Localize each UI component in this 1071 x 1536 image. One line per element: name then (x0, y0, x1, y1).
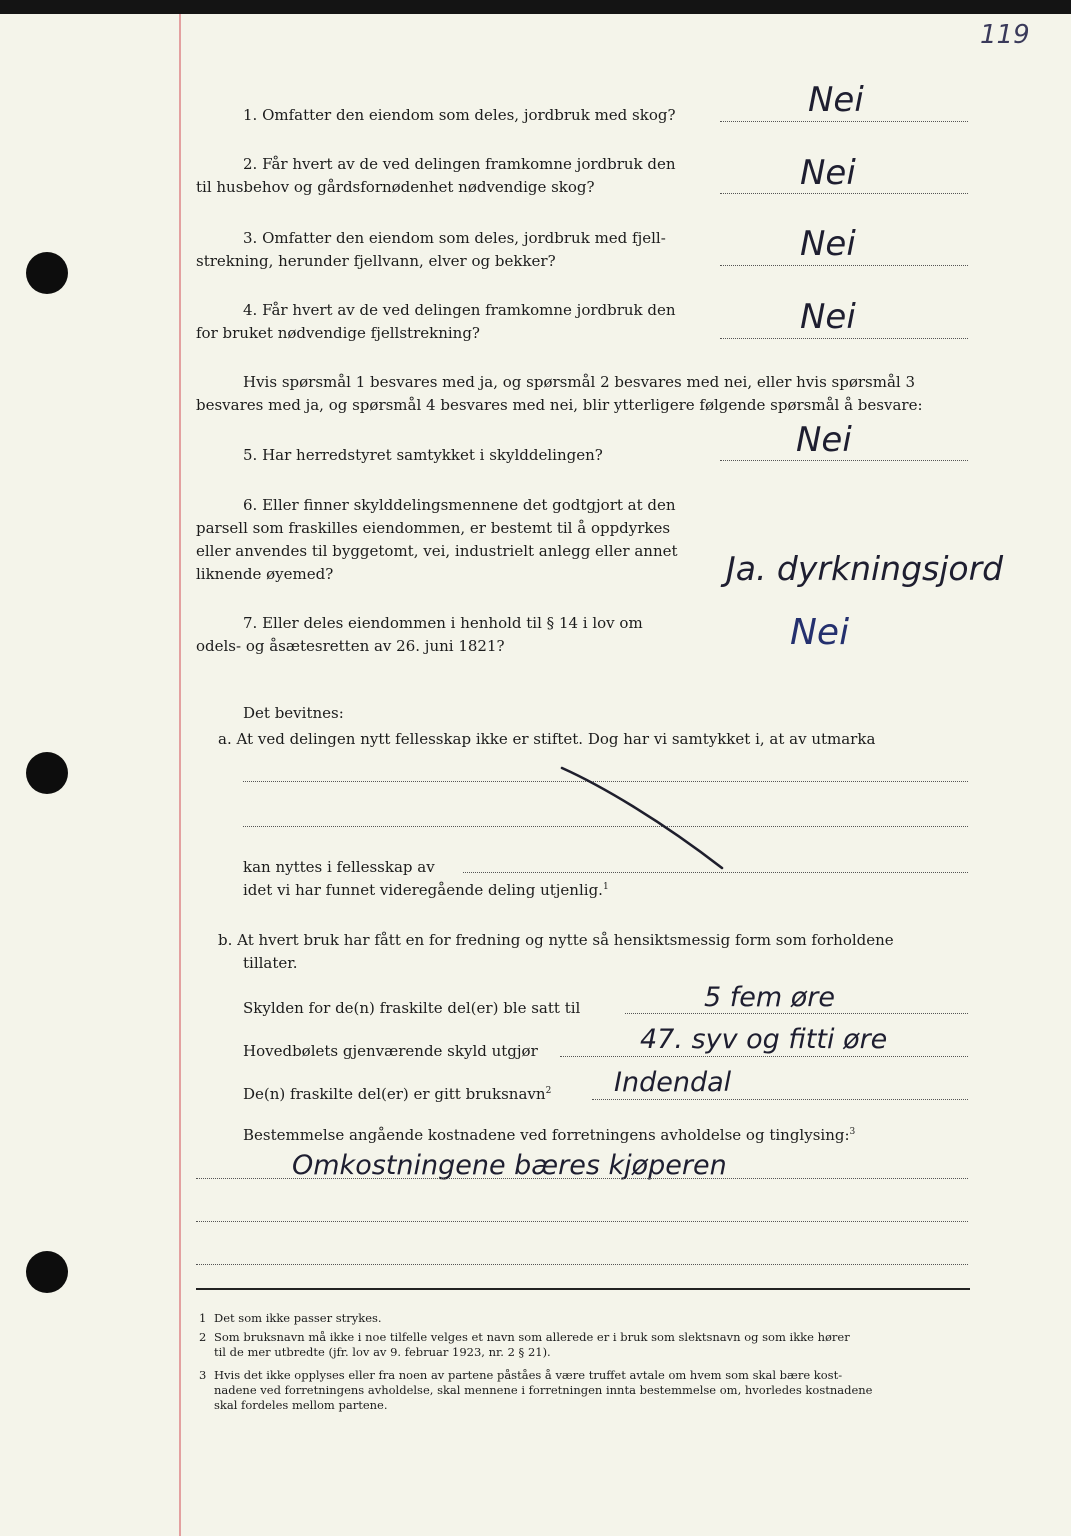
question-3-line-2: strekning, herunder fjellvann, elver og bekker? (196, 252, 556, 270)
footnote-3-line-1: Hvis det ikke opplyses eller fra noen av partene påståes å være truffet avtale om hvem som skal bære kost- (214, 1368, 843, 1382)
costs-line-3 (196, 1264, 968, 1265)
question-6-line-3: eller anvendes til byggetomt, vei, industrielt anlegg eller annet (196, 542, 678, 560)
footnote-3-mark: 3 (199, 1368, 207, 1382)
question-4-line-2: for bruket nødvendige fjellstrekning? (196, 324, 480, 342)
answer-3: Nei (800, 224, 856, 264)
footnote-2-mark: 2 (199, 1330, 207, 1344)
footnote-2-line-2: til de mer utbredte (jfr. lov av 9. februar 1923, nr. 2 § 21). (214, 1345, 551, 1359)
costs-line-1 (196, 1178, 968, 1179)
answer-5: Nei (796, 420, 852, 460)
footnote-3-line-2: nadene ved forretningens avholdelse, skal mennene i forretningen innta bestemmelse om, hvorledes kostnadene (214, 1383, 873, 1397)
footnote-1-mark: 1 (199, 1311, 207, 1325)
question-6-line-4: liknende øyemed? (196, 565, 334, 583)
question-5: 5. Har herredstyret samtykket i skylddelingen? (243, 446, 603, 464)
attest-b-line-1: b. At hvert bruk har fått en for fredning og nytte så hensiktsmessig form som forholdene (218, 931, 894, 949)
question-2-line-2: til husbehov og gårdsfornødenhet nødvendige skog? (196, 178, 595, 196)
question-6-line-1: 6. Eller finner skylddelingsmennene det godtgjort at den (243, 496, 676, 514)
field-line-hovedbol (560, 1056, 968, 1057)
attest-a-shared: kan nyttes i fellesskap av (243, 858, 435, 876)
field-value-hovedbol: 47. syv og fitti øre (640, 1024, 888, 1055)
costs-value: Omkostningene bæres kjøperen (292, 1150, 727, 1181)
question-3-line-1: 3. Omfatter den eiendom som deles, jordbruk med fjell- (243, 229, 666, 247)
costs-label: Bestemmelse angående kostnadene ved forretningens avholdelse og tinglysing:$^3$ (243, 1126, 856, 1144)
field-label-skyld: Skylden for de(n) fraskilte del(er) ble satt til (243, 999, 581, 1017)
conditional-note-line-2: besvares med ja, og spørsmål 4 besvares med nei, blir ytterligere følgende spørsmål å besvare: (196, 396, 923, 414)
field-line-skyld (625, 1013, 968, 1014)
footnote-3-line-3: skal fordeles mellom partene. (214, 1398, 388, 1412)
question-7-line-1: 7. Eller deles eiendommen i henhold til § 14 i lov om (243, 614, 643, 632)
conditional-note-line-1: Hvis spørsmål 1 besvares med ja, og spørsmål 2 besvares med nei, eller hvis spørsmål 3 (243, 373, 916, 391)
costs-line-2 (196, 1221, 968, 1222)
attest-heading: Det bevitnes: (243, 704, 344, 722)
answer-1: Nei (808, 80, 864, 120)
page-number: 119 (980, 20, 1030, 50)
footnote-1-text: Det som ikke passer strykes. (214, 1311, 382, 1325)
question-2-line-1: 2. Får hvert av de ved delingen framkomne jordbruk den (243, 155, 676, 173)
question-1: 1. Omfatter den eiendom som deles, jordbruk med skog? (243, 106, 676, 124)
field-label-hovedbol: Hovedbølets gjenværende skyld utgjør (243, 1042, 538, 1060)
field-label-bruksnavn: De(n) fraskilte del(er) er gitt bruksnavn$^2$ (243, 1085, 552, 1103)
answer-7: Nei (790, 612, 850, 653)
footnote-2-line-1: Som bruksnavn må ikke i noe tilfelle velges et navn som allerede er i bruk som slektsnavn og som ikke hører (214, 1330, 850, 1344)
attest-b-line-2: tillater. (243, 954, 298, 972)
answer-4: Nei (800, 297, 856, 337)
footnote-separator (196, 1288, 970, 1290)
question-4-line-1: 4. Får hvert av de ved delingen framkomne jordbruk den (243, 301, 676, 319)
answer-6: Ja. dyrkningsjord (726, 549, 1004, 588)
field-value-bruksnavn: Indendal (614, 1067, 732, 1098)
question-6-line-2: parsell som fraskilles eiendommen, er bestemt til å oppdyrkes (196, 519, 671, 537)
field-line-bruksnavn (592, 1099, 968, 1100)
field-value-skyld: 5 fem øre (704, 982, 835, 1013)
attest-a-reason: idet vi har funnet videregående deling utjenlig.$^1$ (243, 881, 609, 899)
attest-a-line: a. At ved delingen nytt fellesskap ikke er stiftet. Dog har vi samtykket i, at av utmarka (218, 730, 876, 748)
question-7-line-2: odels- og åsætesretten av 26. juni 1821? (196, 637, 505, 655)
answer-2: Nei (800, 153, 856, 193)
